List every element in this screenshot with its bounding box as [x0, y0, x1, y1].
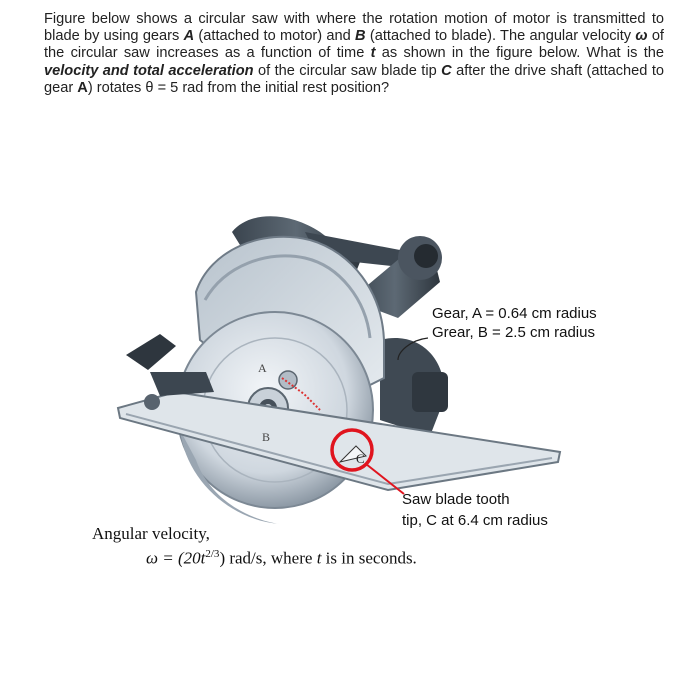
problem-statement: Figure below shows a circular saw with where the rotation motion of motor is transmitted to blade by using gears A (attached to motor) and B (attached to blade). The angular velocity ω of the circular saw increases as a function of time t as shown in the figure below. What is the velocity and total acceleration of the circular saw blade tip C after the drive shaft (attached to gear A) rotates θ = 5 rad from the initial rest position?: [44, 11, 664, 96]
letter-a-label: A: [258, 361, 267, 375]
tooth-tip-label-line1: Saw blade tooth: [402, 491, 510, 508]
letter-b-label: B: [262, 430, 271, 444]
tooth-tip-label-line2: tip, C at 6.4 cm radius: [402, 512, 548, 529]
angular-velocity-title: Angular velocity,: [92, 524, 210, 543]
gear-a-radius-label: Gear, A = 0.64 cm radius: [432, 305, 597, 322]
gear-a: [279, 371, 297, 389]
letter-c-label: C: [356, 451, 365, 466]
gear-b-radius-label: Grear, B = 2.5 cm radius: [432, 324, 595, 341]
angular-velocity-equation: $\omega = (20t^{2/3})$ rad/s, where t is in seconds.: [146, 548, 417, 568]
